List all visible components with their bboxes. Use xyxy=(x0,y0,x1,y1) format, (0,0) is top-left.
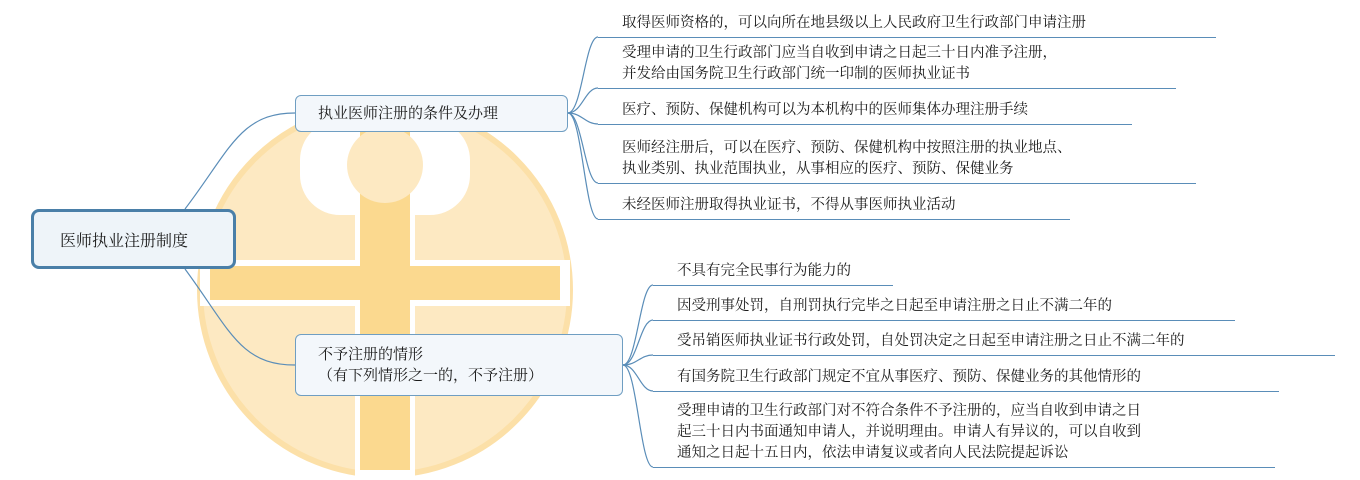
leaf-node[interactable] xyxy=(598,43,1176,89)
leaf-text: 起三十日内书面通知申请人，并说明理由。申请人有异议的，可以自收到 xyxy=(677,424,1141,440)
leaf-text: 受理申请的卫生行政部门对不符合条件不予注册的，应当自收到申请之日 xyxy=(677,403,1141,419)
leaf-node[interactable] xyxy=(598,98,1132,125)
leaf-text: 并发给由国务院卫生行政部门统一印制的医师执业证书 xyxy=(622,66,970,82)
leaf-text: 通知之日起十五日内，依法申请复议或者向人民法院提起诉讼 xyxy=(677,445,1069,461)
leaf-node[interactable] xyxy=(653,365,1279,392)
leaf-text: 医师经注册后，可以在医疗、预防、保健机构中按照注册的执业地点、 xyxy=(622,140,1072,156)
leaf-node[interactable] xyxy=(598,10,1216,38)
leaf-node[interactable] xyxy=(598,136,1196,184)
leaf-text: 受吊销医师执业证书行政处罚，自处罚决定之日起至申请注册之日止不满二年的 xyxy=(677,333,1185,349)
branch-label-line-1: 不予注册的情形 xyxy=(318,345,424,363)
leaf-text: 因受刑事处罚，自刑罚执行完毕之日起至申请注册之日止不满二年的 xyxy=(677,298,1112,314)
root-label: 医师执业注册制度 xyxy=(60,230,189,250)
leaf-text: 医疗、预防、保健机构可以为本机构中的医师集体办理注册手续 xyxy=(622,102,1028,118)
leaf-text: 受理申请的卫生行政部门应当自收到申请之日起三十日内准予注册， xyxy=(622,45,1057,61)
leaf-text: 不具有完全民事行为能力的 xyxy=(677,263,851,279)
leaf-text: 有国务院卫生行政部门规定不宜从事医疗、预防、保健业务的其他情形的 xyxy=(677,369,1141,385)
root-node[interactable] xyxy=(31,209,236,269)
leaf-node[interactable] xyxy=(653,401,1275,468)
branch-registration-conditions[interactable] xyxy=(295,95,568,132)
leaf-text: 执业类别、执业范围执业，从事相应的医疗、预防、保健业务 xyxy=(622,161,1014,177)
leaf-text: 未经医师注册取得执业证书，不得从事医师执业活动 xyxy=(622,197,956,213)
leaf-node[interactable] xyxy=(653,329,1335,356)
leaf-node[interactable] xyxy=(653,259,893,286)
branch-no-registration-cases[interactable] xyxy=(295,334,623,396)
leaf-node[interactable] xyxy=(598,193,1070,220)
leaf-node[interactable] xyxy=(653,294,1235,321)
branch-label: 执业医师注册的条件及办理 xyxy=(318,104,499,122)
leaf-text: 取得医师资格的，可以向所在地县级以上人民政府卫生行政部门申请注册 xyxy=(622,15,1086,31)
branch-label-line-2: （有下列情形之一的，不予注册） xyxy=(318,366,544,384)
